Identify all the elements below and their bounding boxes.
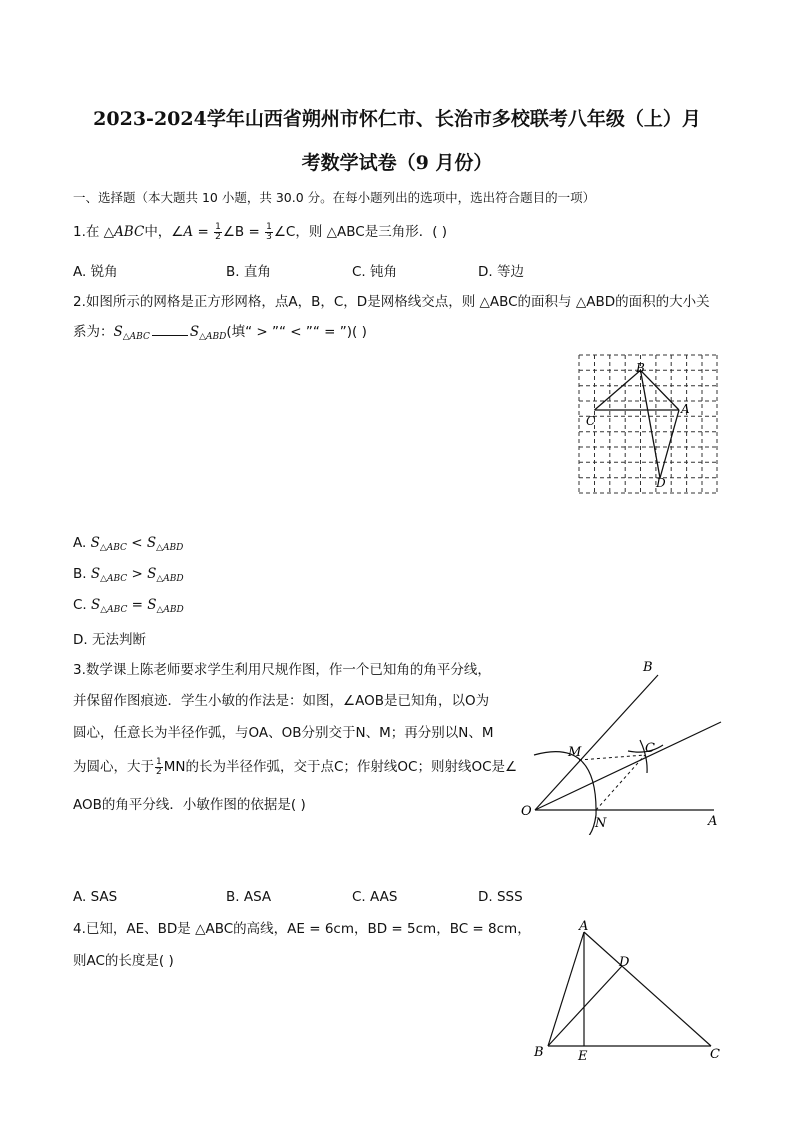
q3-bisector-figure [518, 655, 734, 835]
question-3-line-3: 圆心，任意长为半径作弧，与OA、OB分别交于N、M；再分别以N、M [73, 725, 494, 741]
q1-option-b[interactable]: B. 直角 [226, 264, 271, 280]
label-o: O [521, 804, 532, 819]
question-2-line-2: 系为：$S_{\triangle ABC}$ $S_{\triangle ABD}$(填“ > ”“ < ”“ = ”)( ) [73, 324, 367, 342]
q2-option-a[interactable]: A. $S_{\triangle ABC} < S_{\triangle ABD}$ [73, 535, 184, 553]
q3-option-b[interactable]: B. ASA [226, 889, 272, 905]
fraction-one-half: $\frac{1}{2}$ [156, 756, 162, 777]
question-1-stem: 1.在 △ABC中，∠A = $\frac{1}{2}$ ∠B = $\frac{1}{3}$ ∠C，则 △ABC是三角形．( ) [73, 221, 448, 242]
point-b-label: B [636, 361, 645, 375]
question-3-line-2: 并保留作图痕迹．学生小敏的作法是：如图，∠AOB是已知角，以O为 [73, 693, 490, 709]
segment-cb [595, 370, 641, 410]
q3-option-a[interactable]: A. SAS [73, 889, 118, 905]
q1-option-a[interactable]: A. 锐角 [73, 264, 118, 280]
label-e: E [578, 1049, 588, 1064]
arc-centered-o [534, 752, 596, 835]
question-4-line-1: 4.已知，AE、BD是 △ABC的高线，AE = 6cm，BD = 5cm，BC = 8cm， [73, 921, 531, 937]
question-3-line-4: 为圆心，大于 $\frac{1}{2}$ MN的长为半径作弧，交于点C；作射线OC；则射线OC是∠ [73, 756, 518, 777]
answer-blank [152, 335, 188, 336]
q2-grid-figure [574, 350, 724, 498]
question-3-line-1: 3.数学课上陈老师要求学生利用尺规作图，作一个已知角的角平分线， [73, 662, 491, 678]
segment-mc-dashed [579, 755, 645, 760]
segment-ad [660, 410, 679, 478]
segment-ab [548, 932, 584, 1046]
square-grid [579, 355, 717, 493]
label-d: D [619, 955, 630, 970]
label-c: C [645, 741, 655, 756]
point-a-label: A [681, 402, 690, 416]
label-b: B [643, 660, 653, 675]
label-b: B [534, 1045, 544, 1060]
label-a: A [708, 814, 718, 829]
fraction-one-half: $\frac{1}{2}$ [215, 221, 221, 242]
label-a: A [579, 920, 589, 934]
q1-option-c[interactable]: C. 钝角 [352, 264, 398, 280]
q3-option-d[interactable]: D. SSS [478, 889, 523, 905]
segment-nc-dashed [596, 755, 645, 810]
question-4-line-2: 则AC的长度是( ) [73, 953, 174, 969]
q4-triangle-figure [526, 920, 726, 1065]
fraction-one-third: $\frac{1}{3}$ [266, 221, 272, 242]
segment-ac [584, 932, 711, 1046]
q2-option-c[interactable]: C. $S_{\triangle ABC} = S_{\triangle ABD}$ [73, 597, 184, 615]
question-3-line-5: AOB的角平分线．小敏作图的依据是( ) [73, 797, 306, 813]
q2-option-b[interactable]: B. $S_{\triangle ABC} > S_{\triangle ABD}$ [73, 566, 184, 584]
ray-ob [535, 675, 658, 810]
q2-option-d[interactable]: D. 无法判断 [73, 632, 146, 648]
altitude-bd [548, 966, 622, 1046]
ray-oc [535, 722, 721, 810]
point-c-label: C [586, 414, 596, 428]
question-2-line-1: 2.如图所示的网格是正方形网格，点A，B，C，D是网格线交点，则 △ABC的面积与 △ABD的面积的大小关 [73, 294, 710, 310]
q1-option-d[interactable]: D. 等边 [478, 264, 524, 280]
section-heading: 一、选择题（本大题共 10 小题，共 30.0 分。在每小题列出的选项中，选出符合题目的一项） [73, 190, 596, 205]
paper-title-line-1: 2023-2024学年山西省朔州市怀仁市、长治市多校联考八年级（上）月 [93, 108, 701, 130]
paper-title-line-2: 考数学试卷（9 月份） [301, 152, 493, 174]
point-d-label: D [656, 476, 666, 490]
label-n: N [595, 816, 607, 831]
label-m: M [568, 745, 582, 760]
label-c: C [710, 1047, 720, 1062]
q3-option-c[interactable]: C. AAS [352, 889, 398, 905]
